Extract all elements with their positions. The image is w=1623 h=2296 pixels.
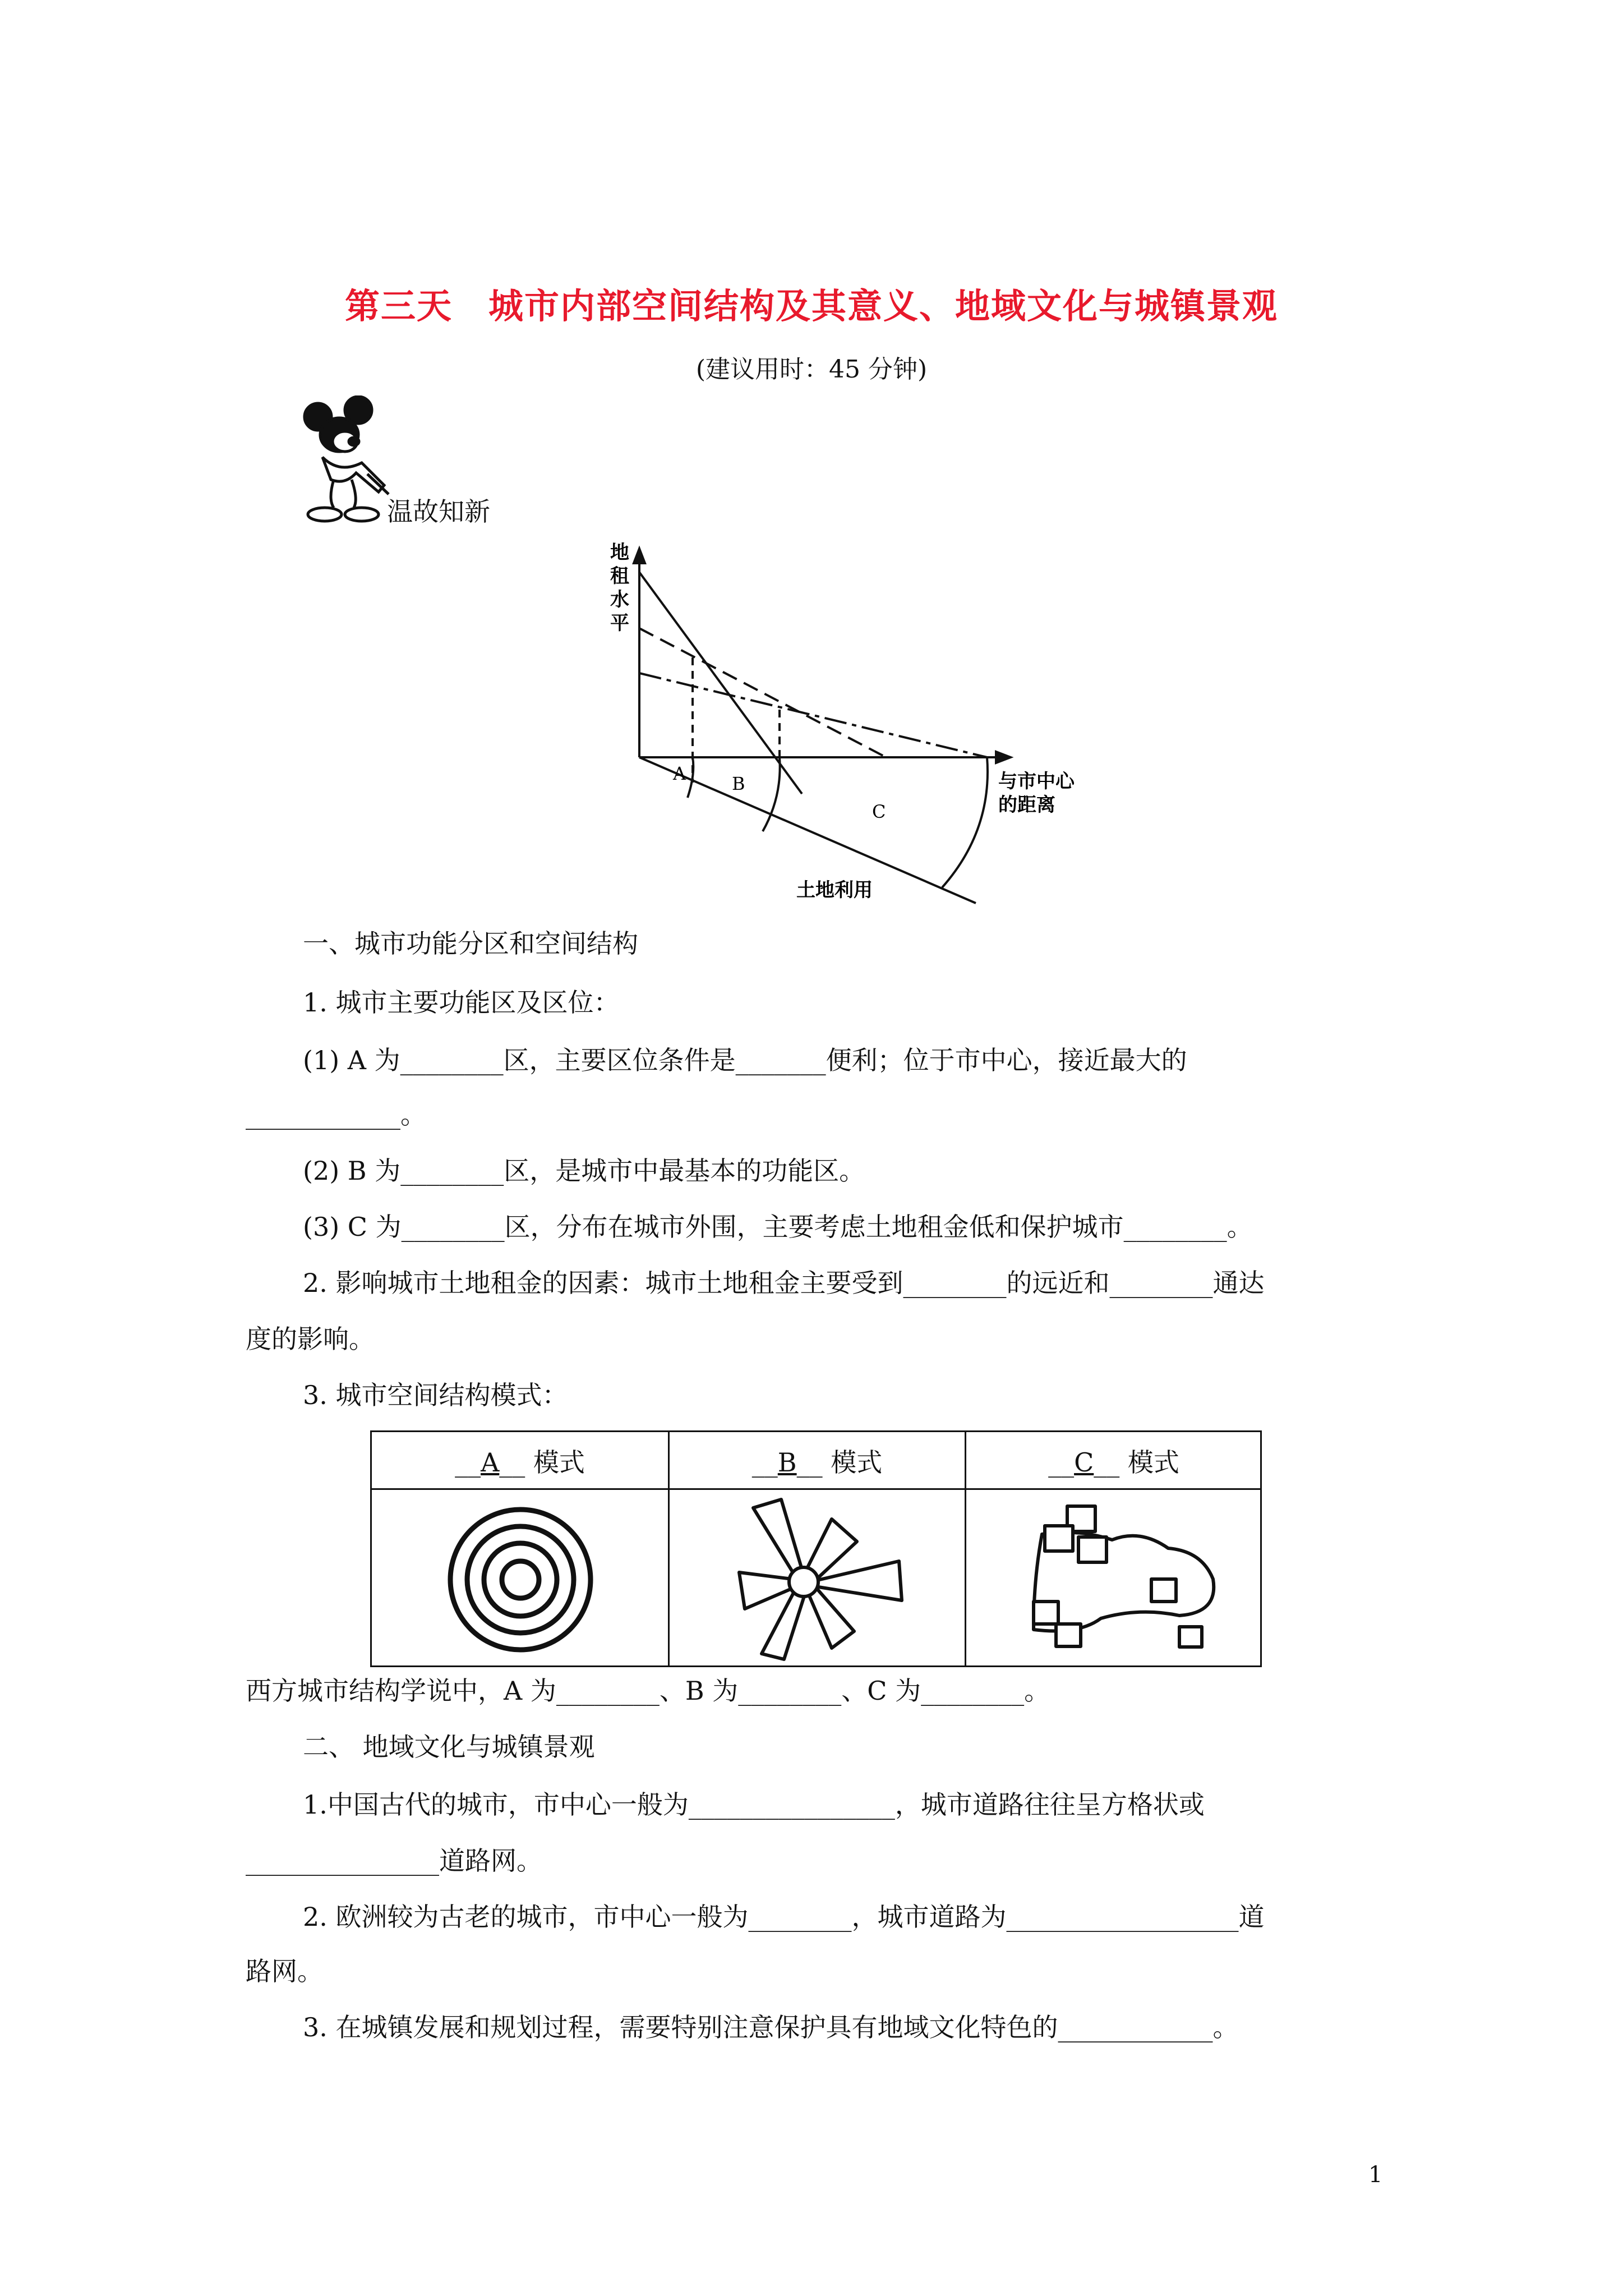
- sector-model-diagram: [731, 1497, 916, 1665]
- y-label-char-2: 租: [610, 565, 629, 587]
- question-3: 3. 城市空间结构模式：: [303, 1380, 568, 1410]
- question-1-2: (2) B 为________区，是城市中最基本的功能区。: [303, 1156, 865, 1186]
- land-rent-diagram: [594, 539, 1099, 909]
- arc-c: [942, 757, 988, 887]
- model-b-word: 模式: [831, 1447, 883, 1478]
- model-b-letter: B: [777, 1447, 797, 1478]
- zone-a-label: A: [673, 763, 686, 784]
- question-2-line2: 度的影响。: [246, 1324, 375, 1354]
- y-label-char-3: 水: [610, 588, 629, 611]
- land-use-label: 土地利用: [796, 879, 873, 901]
- table-header-a: __A__ 模式: [455, 1447, 585, 1478]
- s2-question-1-line2: _______________道路网。: [246, 1846, 542, 1876]
- s2-question-3: 3. 在城镇发展和规划过程，需要特别注意保护具有地域文化特色的____________。: [303, 2012, 1239, 2042]
- zone-c-label: C: [872, 801, 886, 822]
- y-axis-arrow: [634, 549, 645, 563]
- table-header-b: __B__ 模式: [751, 1447, 883, 1478]
- s2-question-2-line1: 2. 欧洲较为古老的城市，市中心一般为________，城市道路为__________________道: [303, 1902, 1265, 1932]
- section1-heading: 一、城市功能分区和空间结构: [303, 928, 638, 959]
- question-1: 1. 城市主要功能区及区位：: [303, 987, 620, 1018]
- question-1-1-line2: ____________。: [246, 1099, 426, 1130]
- residential-rent-line: [639, 628, 886, 757]
- section2-heading: 二、 地域文化与城镇景观: [303, 1732, 595, 1762]
- y-label-char-1: 地: [610, 541, 629, 564]
- concentric-zone-diagram: [439, 1498, 602, 1661]
- s2-question-1-line1: 1.中国古代的城市，市中心一般为________________，城市道路往往呈方格状或: [303, 1789, 1205, 1820]
- question-2-line1: 2. 影响城市土地租金的因素：城市土地租金主要受到________的远近和________通达: [303, 1268, 1265, 1298]
- table-header-c: __C__ 模式: [1048, 1447, 1179, 1478]
- question-1-1-line1: (1) A 为________区，主要区位条件是_______便利；位于市中心，接近最大的: [303, 1045, 1187, 1075]
- x-axis-label-line2: 的距离: [998, 794, 1055, 816]
- suggested-time: (建议用时：45 分钟): [695, 355, 928, 384]
- zone-b-label: B: [732, 773, 745, 794]
- model-c-word: 模式: [1127, 1447, 1179, 1478]
- mickey-mascot-icon: [300, 395, 390, 527]
- x-axis-label-line1: 与市中心: [998, 770, 1075, 793]
- question-1-3: (3) C 为________区，分布在城市外围，主要考虑土地租金低和保护城市________。: [303, 1212, 1253, 1242]
- page-number: 1: [1368, 2162, 1383, 2188]
- multiple-nuclei-diagram: [1011, 1495, 1247, 1663]
- city-model-table: [370, 1430, 1262, 1667]
- model-a-letter: A: [481, 1447, 500, 1478]
- model-a-word: 模式: [533, 1447, 585, 1478]
- arc-b: [763, 757, 780, 831]
- model-c-letter: C: [1074, 1447, 1094, 1478]
- question-3-fill: 西方城市结构学说中，A 为________、B 为________、C 为________。: [246, 1676, 1050, 1706]
- y-label-char-4: 平: [610, 612, 629, 634]
- s2-question-2-line2: 路网。: [246, 1956, 323, 1986]
- commercial-rent-line: [639, 572, 802, 794]
- x-axis-arrow: [996, 752, 1011, 763]
- page-title: 第三天 城市内部空间结构及其意义、地域文化与城镇景观: [344, 286, 1278, 326]
- review-label: 温故知新: [387, 496, 490, 527]
